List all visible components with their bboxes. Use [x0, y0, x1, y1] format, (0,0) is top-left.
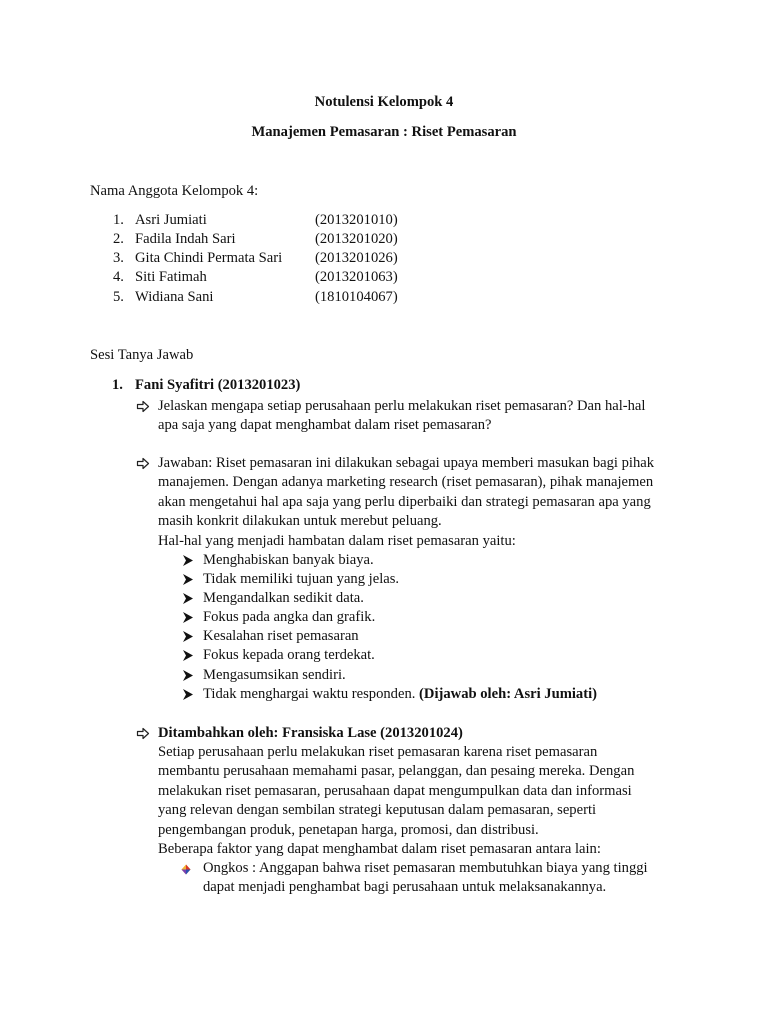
question-line: apa saja yang dapat menghambat dalam riset pemasaran?: [158, 417, 492, 434]
document-title: Notulensi Kelompok 4: [314, 94, 454, 110]
answer-text: [158, 454, 654, 551]
answer-line: masih konkrit dilakukan untuk merebut peluang.: [158, 513, 442, 530]
member-nim: (2013201010): [315, 212, 398, 228]
addition-line: membantu perusahaan memahami pasar, pelanggan, dan pesaing mereka. Dengan: [158, 763, 635, 780]
member-number: 2.: [113, 231, 124, 247]
obstacle-text: Tidak menghargai waktu responden.: [203, 686, 416, 702]
factor-item: [203, 859, 648, 898]
addition-line: pengembangan produk, penetapan harga, promosi, dan distribusi.: [158, 821, 539, 838]
question-line: Jelaskan mengapa setiap perusahaan perlu melakukan riset pemasaran? Dan hal-hal: [158, 398, 646, 414]
answer-line: akan mengetahui hal apa saja yang perlu diperbaiki dan strategi pemasaran apa yang: [158, 493, 651, 510]
member-number: 5.: [113, 289, 124, 305]
chevron-bullet-icon: [182, 551, 194, 570]
addition-text: [158, 743, 634, 859]
addition-line: Setiap perusahaan perlu melakukan riset pemasaran karena riset pemasaran: [158, 744, 598, 760]
list-item: Menghabiskan banyak biaya.: [203, 552, 374, 568]
member-name: Siti Fatimah: [135, 269, 207, 285]
document-subtitle: Manajemen Pemasaran : Riset Pemasaran: [251, 124, 517, 140]
member-name: Asri Jumiati: [135, 212, 207, 228]
member-number: 3.: [113, 250, 124, 266]
chevron-bullet-icon: [182, 570, 194, 589]
answer-line: manajemen. Dengan adanya marketing research (riset pemasaran), pihak manajemen: [158, 474, 654, 491]
chevron-bullet-icon: [182, 589, 194, 608]
factor-line: Ongkos : Anggapan bahwa riset pemasaran membutuhkan biaya yang tinggi: [203, 860, 648, 876]
list-item: Fokus kepada orang terdekat.: [203, 647, 375, 663]
chevron-bullet-icon: [182, 666, 194, 685]
qa-heading: Sesi Tanya Jawab: [90, 347, 194, 363]
arrow-right-icon: [136, 724, 150, 743]
addition-heading: Ditambahkan oleh: Fransiska Lase (2013201024): [158, 725, 463, 741]
answered-by: (Dijawab oleh: Asri Jumiati): [419, 686, 598, 702]
answer-line: Jawaban: Riset pemasaran ini dilakukan sebagai upaya memberi masukan bagi pihak: [158, 455, 655, 471]
list-item: Kesalahan riset pemasaran: [203, 628, 359, 644]
member-nim: (2013201026): [315, 250, 398, 266]
chevron-bullet-icon: [182, 627, 194, 646]
chevron-bullet-icon: [182, 646, 194, 665]
chevron-bullet-icon: [182, 608, 194, 627]
member-name: Widiana Sani: [135, 289, 214, 305]
member-name: Fadila Indah Sari: [135, 231, 236, 247]
question-asker: Fani Syafitri (2013201023): [135, 377, 301, 393]
member-nim: (2013201020): [315, 231, 398, 247]
list-item: Mengandalkan sedikit data.: [203, 590, 364, 606]
question-text: [158, 397, 645, 436]
member-nim: (2013201063): [315, 269, 398, 285]
list-item: Mengasumsikan sendiri.: [203, 667, 346, 683]
arrow-right-icon: [136, 454, 150, 473]
list-item: Fokus pada angka dan grafik.: [203, 609, 376, 625]
list-item: Tidak memiliki tujuan yang jelas.: [203, 571, 400, 587]
question-number: 1.: [112, 377, 123, 393]
diamond-bullet-icon: [180, 860, 192, 879]
arrow-right-icon: [136, 397, 150, 416]
list-item: [203, 685, 597, 704]
answer-line: Hal-hal yang menjadi hambatan dalam riset pemasaran yaitu:: [158, 532, 516, 549]
member-number: 1.: [113, 212, 124, 228]
chevron-bullet-icon: [182, 685, 194, 704]
factor-line: dapat menjadi penghambat bagi perusahaan untuk melaksanakannya.: [203, 879, 607, 896]
member-nim: (1810104067): [315, 289, 398, 305]
member-number: 4.: [113, 269, 124, 285]
addition-line: Beberapa faktor yang dapat menghambat dalam riset pemasaran antara lain:: [158, 840, 601, 857]
addition-line: yang relevan dengan sembilan strategi keputusan dalam pemasaran, seperti: [158, 802, 597, 819]
member-name: Gita Chindi Permata Sari: [135, 250, 283, 266]
addition-line: melakukan riset pemasaran, perusahaan dapat mengumpulkan data dan informasi: [158, 782, 632, 799]
members-heading: Nama Anggota Kelompok 4:: [90, 183, 259, 199]
